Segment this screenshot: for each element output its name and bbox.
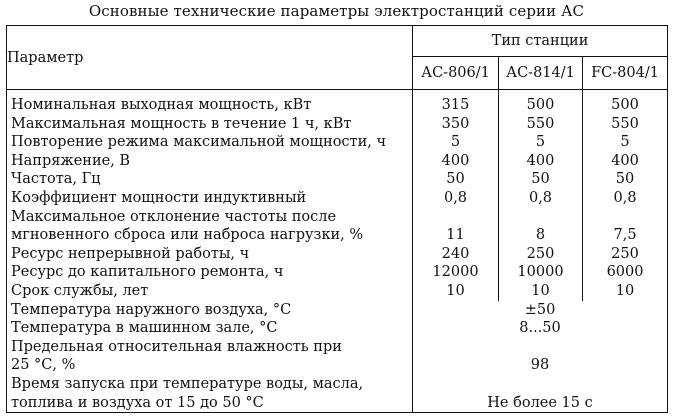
value-cell: 350 <box>413 115 499 134</box>
value-cell: 50 <box>413 170 499 189</box>
value-cell: 50 <box>583 170 668 189</box>
value-cell: 550 <box>499 115 583 134</box>
param-cell: Температура наружного воздуха, °С <box>7 301 413 320</box>
table-row <box>7 282 668 301</box>
header-parameter: Параметр <box>7 26 413 90</box>
value-cell: 500 <box>499 90 583 115</box>
param-line: топлива и воздуха от 15 до 50 °С <box>11 394 264 411</box>
merged-value-cell: ±50 <box>413 301 668 320</box>
table-row <box>7 189 668 208</box>
param-cell: Напряжение, В <box>7 152 413 171</box>
param-cell: Частота, Гц <box>7 170 413 189</box>
table-row <box>7 90 668 115</box>
value-cell: 10 <box>499 282 583 301</box>
value-cell: 0,8 <box>583 189 668 208</box>
table-row <box>7 245 668 264</box>
value-cell: 5 <box>583 133 668 152</box>
value-cell: 240 <box>413 245 499 264</box>
header-model-ac806: АС-806/1 <box>413 57 499 90</box>
value-cell: 7,5 <box>583 208 668 245</box>
value-cell: 400 <box>499 152 583 171</box>
param-cell: Ресурс до капитального ремонта, ч <box>7 263 413 282</box>
param-cell: Срок службы, лет <box>7 282 413 301</box>
value-cell: 0,8 <box>413 189 499 208</box>
value-cell: 315 <box>413 90 499 115</box>
table-row <box>7 263 668 282</box>
header-model-fc804: FC-804/1 <box>583 57 668 90</box>
param-cell <box>7 208 413 245</box>
value-cell: 5 <box>499 133 583 152</box>
param-line: мгновенного сброса или наброса нагрузки, % <box>11 227 364 244</box>
table-row <box>7 208 668 245</box>
value-cell: 400 <box>413 152 499 171</box>
table-row <box>7 152 668 171</box>
param-cell: Максимальная мощность в течение 1 ч, кВт <box>7 115 413 134</box>
value-cell: 250 <box>499 245 583 264</box>
value-cell: 10 <box>583 282 668 301</box>
param-cell: Коэффициент мощности индуктивный <box>7 189 413 208</box>
table-title: Основные технические параметры электростанций серии АС <box>88 2 585 20</box>
param-cell <box>7 375 413 413</box>
value-cell: 10000 <box>499 263 583 282</box>
value-cell: 6000 <box>583 263 668 282</box>
param-line: Предельная относительная влажность при <box>11 338 342 355</box>
value-cell: 10 <box>413 282 499 301</box>
merged-value-cell: 98 <box>413 338 668 375</box>
table-row <box>7 133 668 152</box>
parameters-table <box>6 25 668 413</box>
header-model-ac814: АС-814/1 <box>499 57 583 90</box>
merged-value-cell: 8...50 <box>413 319 668 338</box>
table-row <box>7 338 668 375</box>
value-cell: 8 <box>499 208 583 245</box>
value-cell: 400 <box>583 152 668 171</box>
param-cell: Номинальная выходная мощность, кВт <box>7 90 413 115</box>
value-cell: 500 <box>583 90 668 115</box>
value-cell: 550 <box>583 115 668 134</box>
table-row <box>7 170 668 189</box>
value-cell: 50 <box>499 170 583 189</box>
param-cell: Температура в машинном зале, °С <box>7 319 413 338</box>
table-row <box>7 301 668 320</box>
merged-value-cell: Не более 15 с <box>413 375 668 413</box>
param-cell: Повторение режима максимальной мощности, ч <box>7 133 413 152</box>
value-cell: 5 <box>413 133 499 152</box>
param-line: Время запуска при температуре воды, масла, <box>11 375 364 392</box>
param-cell <box>7 338 413 375</box>
value-cell: 12000 <box>413 263 499 282</box>
value-cell: 11 <box>413 208 499 245</box>
table-row <box>7 115 668 134</box>
param-cell: Ресурс непрерывной работы, ч <box>7 245 413 264</box>
param-line: 25 °С, % <box>11 357 76 374</box>
param-line: Максимальное отклонение частоты после <box>11 208 337 225</box>
value-cell: 0,8 <box>499 189 583 208</box>
table-row <box>7 375 668 413</box>
value-cell: 250 <box>583 245 668 264</box>
header-station-type: Тип станции <box>413 26 668 57</box>
table-row <box>7 319 668 338</box>
